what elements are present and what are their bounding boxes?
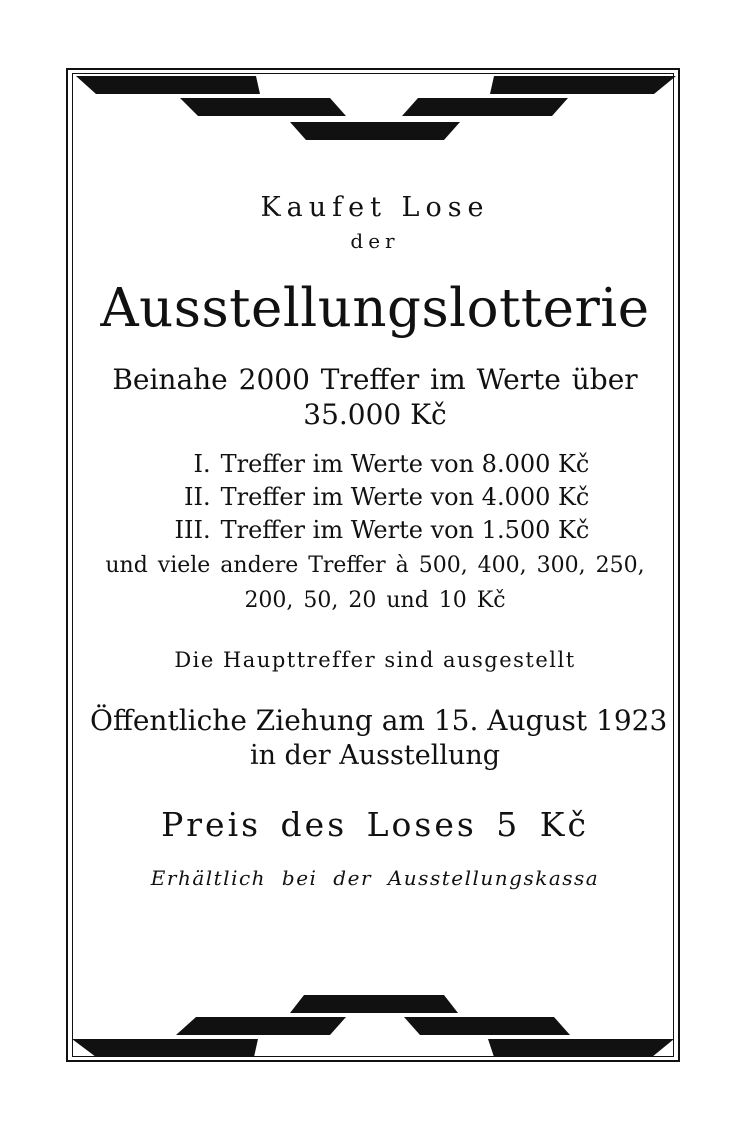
summary-total: 35.000 Kč [303, 398, 447, 431]
bottom-ornament-bar-mid-right [404, 1017, 570, 1035]
top-ornament-bar-left [76, 76, 260, 94]
availability-note: Erhältlich bei der Ausstellungskassa [150, 866, 600, 890]
lottery-title: Ausstellungslotterie [100, 278, 650, 339]
prize-text: Treffer im Werte von 4.000 Kč [220, 483, 590, 511]
headline-kaufet-lose: Kaufet Lose [260, 192, 490, 223]
prize-text: Treffer im Werte von 1.500 Kč [220, 516, 590, 544]
other-prizes-line-2: 200, 50, 20 und 10 Kč [244, 588, 506, 613]
top-ornament-bar-center [290, 122, 460, 140]
top-ornament-bar-mid-right [402, 98, 568, 116]
drawing-location: in der Ausstellung [249, 740, 501, 771]
prize-text: Treffer im Werte von 8.000 Kč [220, 450, 590, 478]
bottom-ornament [0, 985, 750, 1065]
bottom-ornament-bar-right [488, 1039, 674, 1057]
prize-rank: I. [193, 450, 211, 478]
summary-line: Beinahe 2000 Treffer im Werte über [112, 363, 638, 396]
top-ornament-bar-mid-left [180, 98, 346, 116]
other-prizes-line-1: und viele andere Treffer à 500, 400, 300, 250, [105, 553, 645, 578]
advertisement-body [90, 180, 668, 893]
ticket-price: Preis des Loses 5 Kč [161, 805, 589, 844]
prize-row [90, 448, 660, 481]
drawing-date: Öffentliche Ziehung am 15. August 1923 [90, 704, 668, 737]
bottom-ornament-bar-mid-left [176, 1017, 346, 1035]
prize-row [90, 481, 660, 514]
prize-rank: II. [184, 483, 211, 511]
prize-rank: III. [174, 516, 211, 544]
top-ornament-bar-right [490, 76, 676, 94]
prize-row [90, 514, 660, 547]
bottom-ornament-bar-center [290, 995, 458, 1013]
headline-der: der [350, 229, 400, 253]
exhibit-note: Die Haupttreffer sind ausgestellt [174, 648, 576, 672]
top-ornament [0, 70, 750, 150]
bottom-ornament-bar-left [72, 1039, 258, 1057]
prize-list [90, 448, 660, 547]
